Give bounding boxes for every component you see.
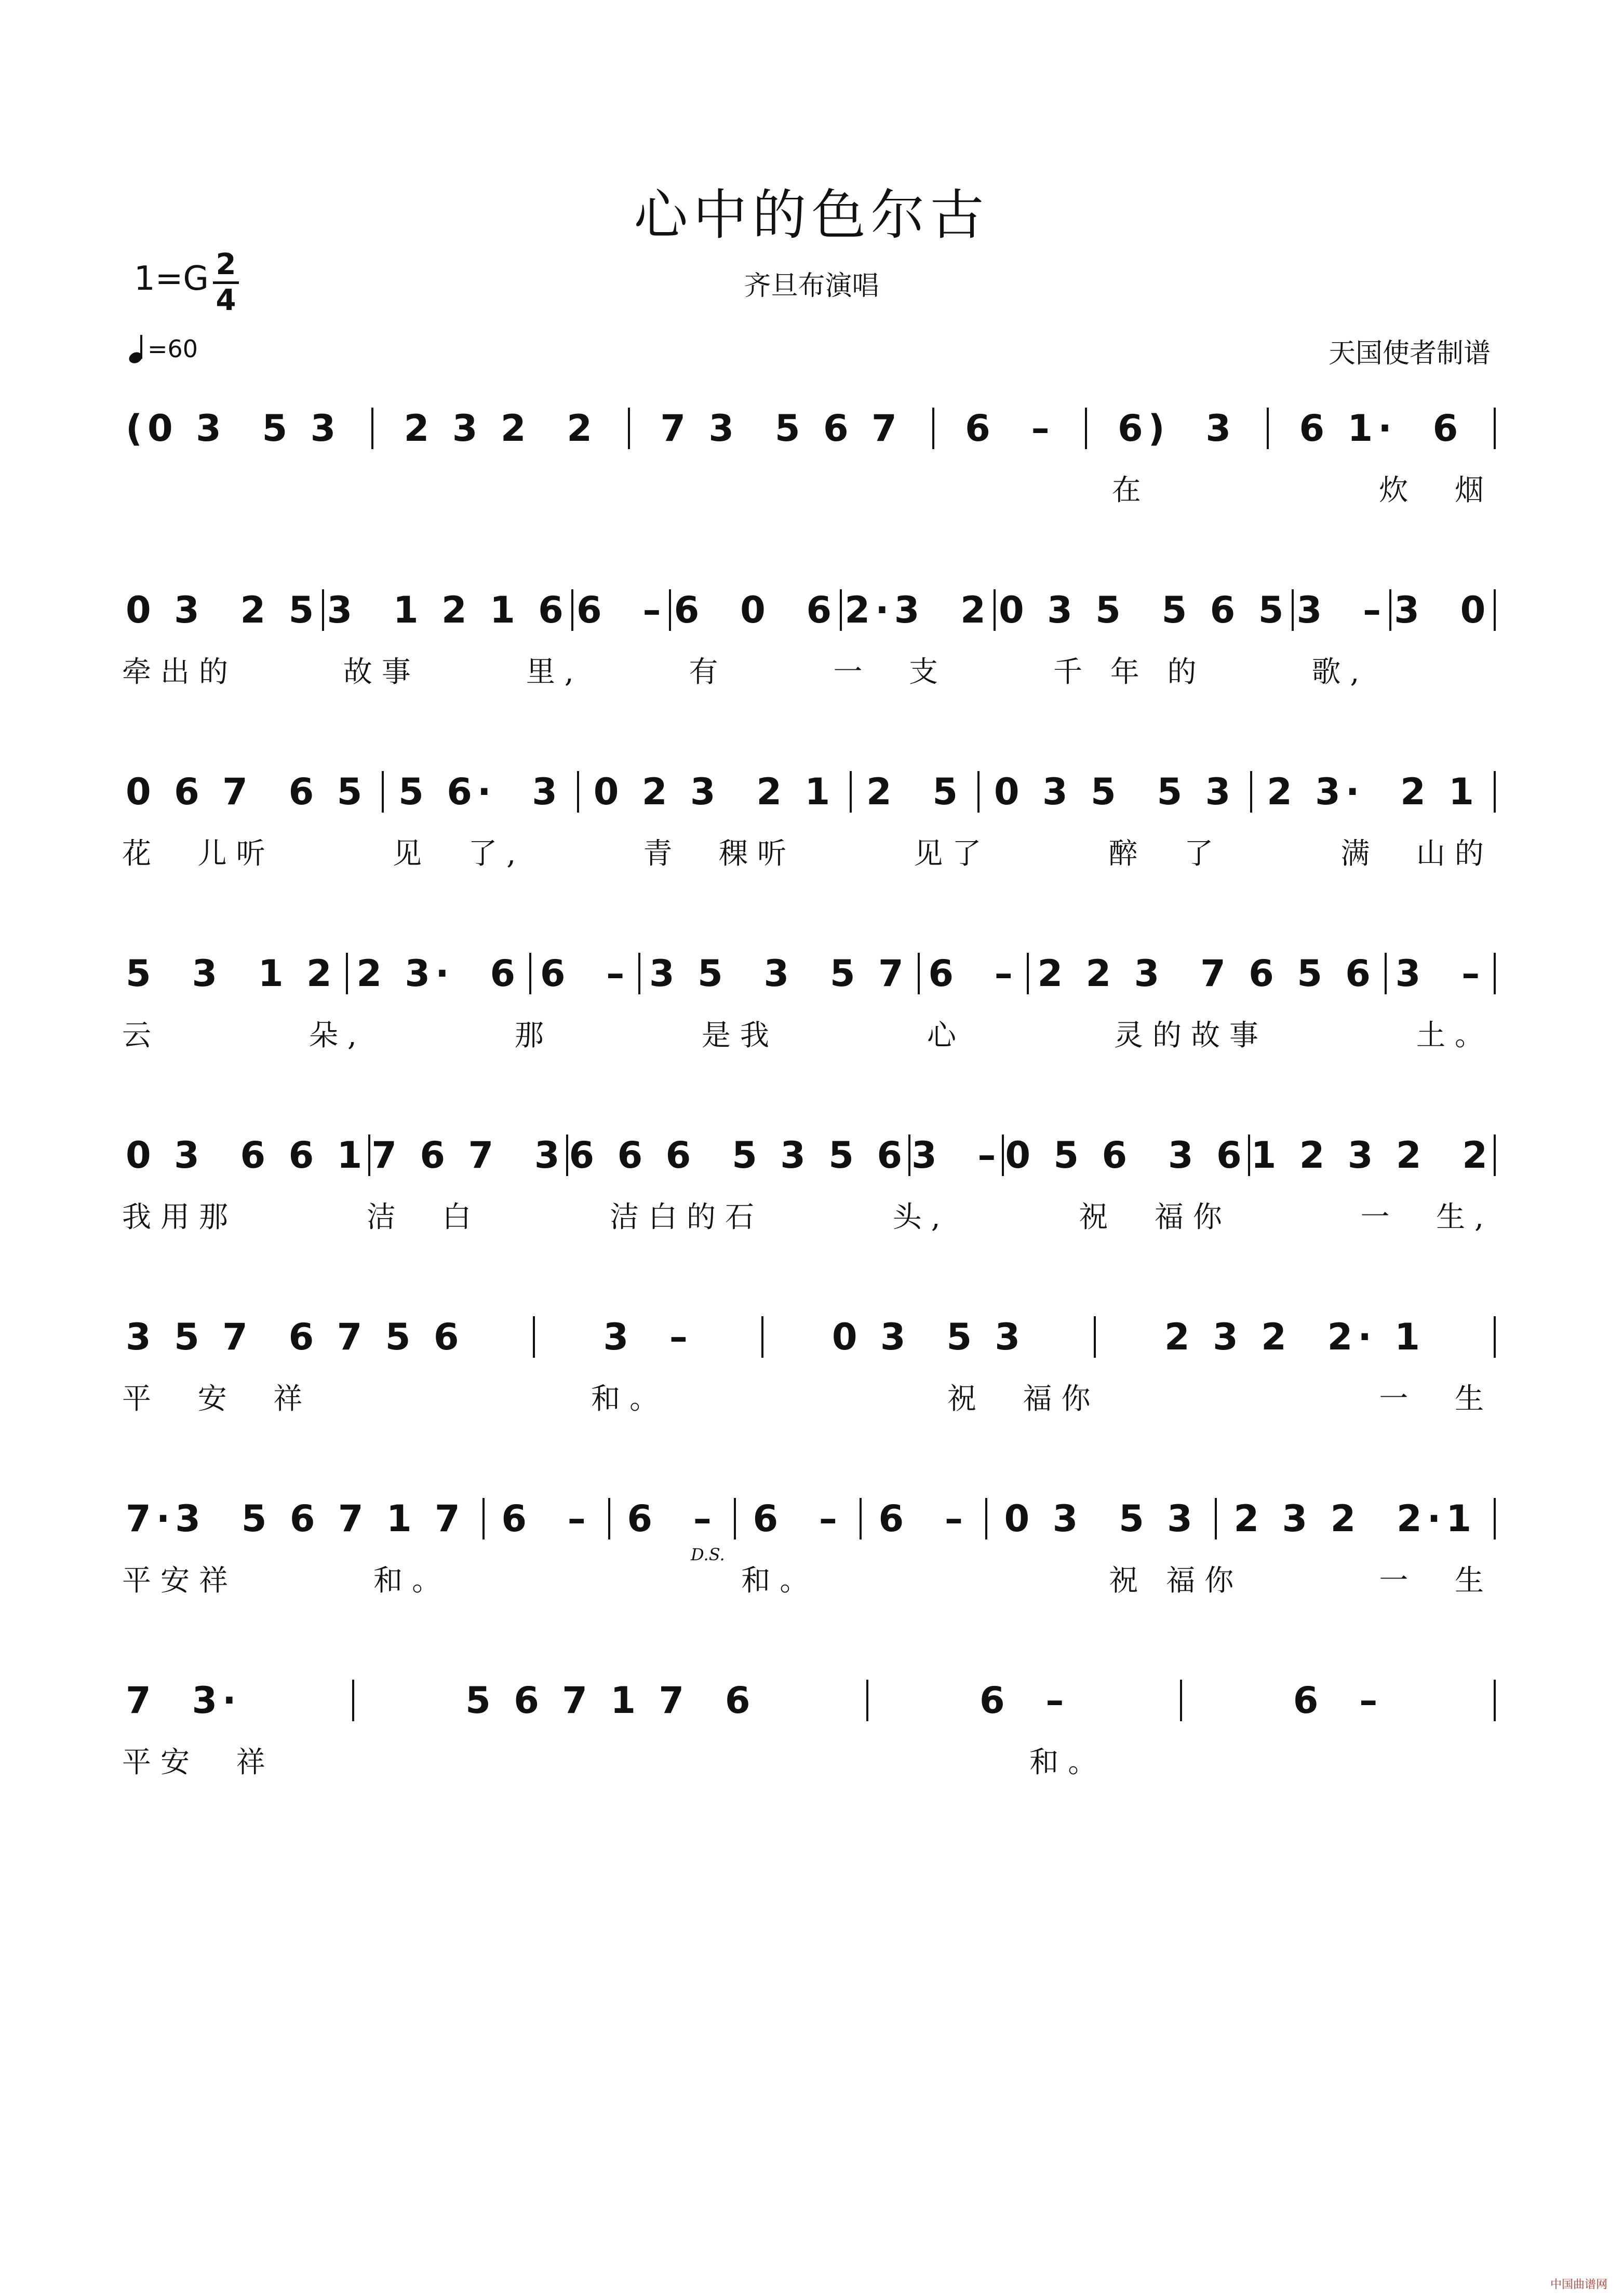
measure: 6 – (627, 1497, 717, 1540)
measure: 3 – (603, 1316, 693, 1358)
lyric-segment: 醉 了 (1108, 837, 1223, 871)
measure: 3 5 3 5 7 (649, 952, 909, 995)
measure: 2 3 2 2· 1 (1164, 1316, 1426, 1358)
measure: 2 3 2 2 (404, 407, 597, 450)
measure: 6 – (979, 1679, 1069, 1722)
measure: 6 – (753, 1497, 842, 1540)
barline (1027, 953, 1029, 994)
lyric-segment: 平安祥 (122, 1564, 237, 1598)
barline (1094, 1316, 1096, 1358)
barline (1385, 953, 1387, 994)
lyric-segment: 歌, (1311, 655, 1369, 689)
lyric-segment: 见 了, (392, 837, 526, 871)
barline (1180, 1680, 1182, 1721)
measure: 3 – (911, 1134, 1001, 1177)
barline (994, 589, 996, 631)
lyric-segment: 平 安 祥 (122, 1382, 312, 1416)
measure: 0 3 5 3 (1004, 1497, 1198, 1540)
tempo-mark (129, 335, 198, 363)
barline (977, 771, 980, 813)
lyric-segment: 平安 祥 (122, 1746, 275, 1779)
transcriber-credit: 天国使者制谱 (1328, 338, 1491, 369)
notes-line (126, 1132, 1496, 1179)
notes-line (126, 950, 1496, 997)
barline (352, 1680, 354, 1721)
barline (571, 589, 573, 631)
barline (1267, 408, 1269, 449)
measure: 1 2 3 2 2 (1251, 1134, 1493, 1177)
barline (608, 1498, 610, 1539)
measure: 6) 3 (1117, 407, 1237, 450)
lyric-segment (586, 1563, 605, 1599)
barline (1494, 1135, 1496, 1176)
lyrics-line (122, 1199, 1493, 1236)
measure: 0 3 5 3 (831, 1316, 1026, 1358)
barline (1494, 589, 1496, 631)
barline (368, 1135, 370, 1176)
key-signature: 1=G (134, 260, 209, 298)
measure: 3 – (1395, 952, 1485, 995)
barline (850, 771, 852, 813)
notes-line (126, 1677, 1496, 1724)
measure: 0 2 3 2 1 (593, 771, 836, 813)
barline (908, 1135, 910, 1176)
notes-line (126, 1314, 1496, 1360)
barline (761, 1316, 763, 1358)
lyric-segment: 那 (514, 1019, 553, 1052)
barline (566, 1135, 568, 1176)
singer-credit: 齐旦布演唱 (744, 271, 879, 302)
lyric-segment: 是我 (701, 1019, 779, 1052)
lyric-segment: 在 (1111, 474, 1150, 507)
measure: 5 6 7 1 7 6 (465, 1679, 756, 1722)
lyric-segment: 灵的故事 (1114, 1019, 1268, 1052)
barline (866, 1680, 868, 1721)
barline (382, 771, 384, 813)
barline (529, 953, 531, 994)
measure: 6 – (878, 1497, 968, 1540)
measure: 3 5 7 6 7 5 6 (126, 1316, 464, 1358)
lyric-segment: 和。 (741, 1564, 819, 1598)
lyric-segment: 青 稞听 (643, 837, 796, 871)
barline (371, 408, 373, 449)
meter-top: 2 (216, 248, 236, 281)
measure: 2·3 2 (844, 589, 991, 631)
measure: 7·3 5 6 7 1 7 (126, 1497, 465, 1540)
measure: 7 3 5 6 7 (660, 407, 902, 450)
barline (1494, 1498, 1496, 1539)
lyric-segment: 云 (122, 1019, 160, 1052)
watermark: 中国曲谱网 (1550, 2278, 1607, 2291)
lyric-segment: 满 山的 (1340, 837, 1493, 871)
barline (1085, 408, 1087, 449)
lyric-segment (1474, 1745, 1493, 1781)
lyric-segment: 心 (927, 1019, 965, 1052)
lyric-segment: 一 支 (833, 655, 948, 689)
lyric-segment: 牵出的 (122, 655, 237, 689)
lyric-segment (954, 1563, 973, 1599)
lyrics-line (122, 654, 1493, 691)
ds-mark: D.S. (691, 1545, 725, 1564)
lyric-segment: 千 年 的 (1053, 655, 1206, 689)
barline (1389, 589, 1391, 631)
tempo-value: =60 (147, 335, 198, 363)
barline (918, 953, 920, 994)
barline (985, 1498, 987, 1539)
barline (1494, 408, 1496, 449)
meter-bottom: 4 (213, 281, 239, 317)
measure: 6 – (501, 1497, 591, 1540)
lyrics-line (122, 1018, 1493, 1054)
measure: 5 6· 3 (398, 771, 562, 813)
lyric-segment: 花 儿听 (122, 837, 275, 871)
measure: 7 6 7 3 (371, 1134, 565, 1177)
lyric-segment: 头, (892, 1200, 950, 1234)
lyric-segment: 里, (526, 655, 583, 689)
notes-line (126, 1495, 1496, 1542)
lyric-segment: 和。 (1029, 1746, 1107, 1779)
lyric-segment: 祝 福你 (1109, 1564, 1243, 1598)
barline (1494, 953, 1496, 994)
measure: 0 3 5 5 6 5 (999, 589, 1289, 631)
measure: 6 1· 6 (1299, 407, 1464, 450)
lyric-segment: 祝 福你 (1079, 1200, 1231, 1234)
barline (1002, 1135, 1004, 1176)
barline (638, 953, 640, 994)
lyric-segment: 有 (689, 655, 728, 689)
lyrics-line (122, 1745, 1493, 1781)
measure: 3 1 2 1 6 (327, 589, 569, 631)
barline (628, 408, 630, 449)
barline (1494, 1680, 1496, 1721)
lyric-segment: 一 生 (1379, 1564, 1493, 1598)
lyric-segment: 洁 白 (366, 1200, 481, 1234)
lyric-segment: 洁白的石 (610, 1200, 764, 1234)
notes-line (126, 768, 1496, 815)
barline (669, 589, 671, 631)
lyrics-line (122, 1563, 1493, 1599)
lyric-segment (369, 472, 388, 509)
lyrics-line (122, 836, 1493, 872)
notes-line (126, 587, 1496, 633)
lyric-segment: 土。 (1416, 1019, 1493, 1052)
measure: 0 6 7 6 5 (126, 771, 368, 813)
barline (322, 589, 324, 631)
barline (1248, 1135, 1250, 1176)
measure: 3 0 (1394, 589, 1491, 631)
quarter-note-icon (129, 339, 143, 363)
measure: 6 – (1293, 1679, 1383, 1722)
measure: 6 6 6 5 3 5 6 (569, 1134, 908, 1177)
song-title: 心中的色尔古 (634, 183, 989, 247)
lyric-segment (122, 472, 141, 509)
barline (482, 1498, 485, 1539)
barline (1250, 771, 1252, 813)
measure: 2 3· 2 1 (1267, 771, 1479, 813)
lyric-segment (1474, 654, 1493, 691)
measure: 6 0 6 (674, 589, 837, 631)
lyric-segment: 和。 (373, 1564, 451, 1598)
measure: 3 – (1296, 589, 1387, 631)
measure: 2 3 2 2·1 (1233, 1497, 1477, 1540)
barline (734, 1498, 736, 1539)
barline (577, 771, 579, 813)
notes-line (126, 405, 1496, 452)
barline (860, 1498, 862, 1539)
measure: 2 2 3 7 6 5 6 (1037, 952, 1376, 995)
measure: 6 – (576, 589, 666, 631)
measure: 6 – (965, 407, 1055, 450)
measure: 6 – (928, 952, 1018, 995)
barline (346, 953, 348, 994)
lyric-segment: 祝 福你 (947, 1382, 1100, 1416)
lyric-segment (643, 1745, 662, 1781)
barline (840, 589, 842, 631)
measure: 5 3 1 2 (126, 952, 337, 995)
lyric-segment: 一 生, (1360, 1200, 1493, 1234)
lyric-segment (864, 472, 883, 509)
measure: 6 – (540, 952, 630, 995)
barline (1292, 589, 1294, 631)
barline (1494, 1316, 1496, 1358)
lyric-segment (617, 472, 636, 509)
measure: 2 3· 6 (356, 952, 521, 995)
measure: 0 3 5 5 3 (994, 771, 1236, 813)
lyrics-line (122, 472, 1493, 509)
measure: 7 3· (126, 1679, 242, 1722)
barline (932, 408, 934, 449)
lyric-segment: 故事 (343, 655, 420, 689)
measure: 0 3 6 6 1 (126, 1134, 368, 1177)
lyric-segment: 我用那 (122, 1200, 237, 1234)
measure: (0 3 5 3 (126, 407, 341, 450)
lyric-segment: 一 生 (1379, 1382, 1493, 1416)
lyrics-line (122, 1381, 1493, 1417)
lyric-segment: 朵, (309, 1019, 366, 1052)
barline (1494, 771, 1496, 813)
lyric-segment: 和。 (591, 1382, 668, 1416)
barline (1215, 1498, 1217, 1539)
time-signature (213, 248, 239, 317)
measure: 2 5 (866, 771, 963, 813)
barline (533, 1316, 535, 1358)
measure: 0 3 2 5 (126, 589, 319, 631)
lyric-segment: 炊 烟 (1379, 474, 1493, 507)
lyric-segment: 见了 (914, 837, 991, 871)
measure: 0 5 6 3 6 (1005, 1134, 1247, 1177)
